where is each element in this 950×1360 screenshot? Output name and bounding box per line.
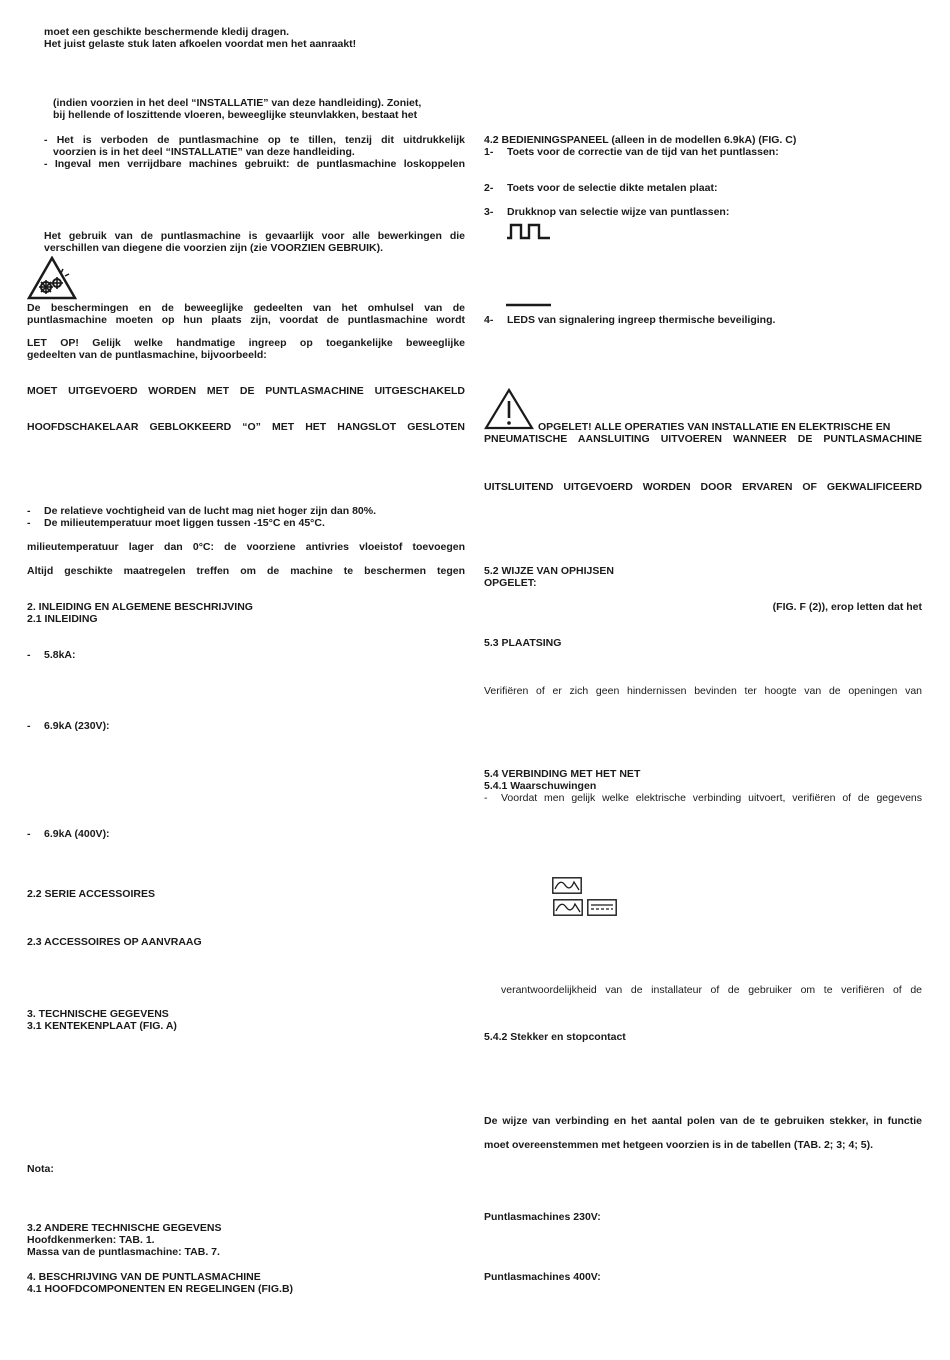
text-line: - Ingeval men verrijdbare machines gebruikt: de puntlasmachine loskoppelen (44, 158, 465, 170)
subsection-label: Puntlasmachines 400V: (484, 1271, 601, 1283)
text-line: Het juist gelaste stuk laten afkoelen voordat men het aanraakt! (44, 38, 357, 50)
warning-text: PNEUMATISCHE AANSLUITING UITVOEREN WANNEER DE PUNTLASMACHINE (484, 433, 922, 445)
section-heading: 4.1 HOOFDCOMPONENTEN EN REGELINGEN (FIG.B) (27, 1283, 294, 1295)
text-line: De relatieve vochtigheid van de lucht mag niet hoger zijn dan 80%. (44, 505, 376, 517)
text-line: Drukknop van selectie wijze van puntlassen: (507, 206, 730, 218)
text-line: Altijd geschikte maatregelen treffen om de machine te beschermen tegen (27, 565, 465, 577)
text-line: - Het is verboden de puntlasmachine op te tillen, tenzij dit uitdrukkelijk (44, 134, 465, 146)
text-line: HOOFDSCHAKELAAR GEBLOKKEERD “O” MET HET HANGSLOT GESLOTEN (27, 421, 465, 433)
bullet: - (27, 720, 31, 732)
text-line: moet overeenstemmen met hetgeen voorzien is in de tabellen (TAB. 2; 3; 4; 5). (484, 1139, 873, 1151)
item-number: 3- (484, 206, 494, 218)
text-line: De beschermingen en de beweeglijke gedeelten van het omhulsel van de (27, 302, 465, 314)
text-line: voorzien is in het deel “INSTALLATIE” van deze handleiding. (53, 146, 355, 158)
warning-triangle-icon (484, 388, 534, 430)
section-heading: 5.4 VERBINDING MET HET NET (484, 768, 641, 780)
gear-warning-icon (27, 256, 77, 300)
section-heading: 4.2 BEDIENINGSPANEEL (alleen in de modellen 6.9kA) (FIG. C) (484, 134, 797, 146)
text-line: Het gebruik van de puntlasmachine is gevaarlijk voor alle bewerkingen die (44, 230, 465, 242)
pulse-mode-icon (506, 222, 552, 240)
dc-supply-icon (587, 899, 617, 916)
text-line: De milieutemperatuur moet liggen tussen -15°C en 45°C. (44, 517, 325, 529)
bullet: - (27, 517, 31, 529)
section-heading: 3.1 KENTEKENPLAAT (FIG. A) (27, 1020, 177, 1032)
section-heading: 2.1 INLEIDING (27, 613, 98, 625)
section-heading: 5.4.2 Stekker en stopcontact (484, 1031, 626, 1043)
text-line: bij hellende of loszittende vloeren, beweeglijke steunvlakken, bestaat het (53, 109, 418, 121)
bullet: - (484, 792, 488, 804)
bullet: - (27, 649, 31, 661)
text-line: Voordat men gelijk welke elektrische verbinding uitvoert, verifiëren of de gegevens (501, 792, 922, 804)
bullet: - (27, 828, 31, 840)
section-heading: 3.2 ANDERE TECHNISCHE GEGEVENS (27, 1222, 222, 1234)
text-line: puntlasmachine moeten op hun plaats zijn, voordat de puntlasmachine wordt (27, 314, 465, 326)
item-number: 2- (484, 182, 494, 194)
subsection-label: Puntlasmachines 230V: (484, 1211, 601, 1223)
bullet: - (27, 505, 31, 517)
text-line: LET OP! Gelijk welke handmatige ingreep op toegankelijke beweeglijke (27, 337, 465, 349)
model-label: 5.8kA: (44, 649, 76, 661)
section-heading: 2.3 ACCESSOIRES OP AANVRAAG (27, 936, 202, 948)
text-line: MOET UITGEVOERD WORDEN MET DE PUNTLASMACHINE UITGESCHAKELD (27, 385, 465, 397)
continuous-mode-icon (506, 302, 552, 308)
text-line: OPGELET: (484, 577, 537, 589)
text-line: (FIG. F (2)), erop letten dat het (772, 601, 922, 613)
text-line: Toets voor de selectie dikte metalen plaat: (507, 182, 718, 194)
text-line: milieutemperatuur lager dan 0°C: de voorziene antivries vloeistof toevoegen (27, 541, 465, 553)
text-line: Toets voor de correctie van de tijd van het puntlassen: (507, 146, 779, 158)
ac-dc-supply-icon (553, 899, 583, 916)
text-line: moet een geschikte beschermende kledij dragen. (44, 26, 290, 38)
text-line: Massa van de puntlasmachine: TAB. 7. (27, 1246, 220, 1258)
section-heading: 5.3 PLAATSING (484, 637, 562, 649)
warning-text: OPGELET! ALLE OPERATIES VAN INSTALLATIE EN ELEKTRISCHE EN (538, 421, 891, 433)
text-line: gedeelten van de puntlasmachine, bijvoorbeeld: (27, 349, 267, 361)
text-line: verantwoordelijkheid van de installateur of de gebruiker om te verifiëren of de (501, 984, 922, 996)
section-heading: 3. TECHNISCHE GEGEVENS (27, 1008, 169, 1020)
text-line: Hoofdkenmerken: TAB. 1. (27, 1234, 155, 1246)
text-line: LEDS van signalering ingreep thermische beveiliging. (507, 314, 776, 326)
text-line: (indien voorzien in het deel “INSTALLATIE” van deze handleiding). Zoniet, (53, 97, 422, 109)
warning-text: UITSLUITEND UITGEVOERD WORDEN DOOR ERVAREN OF GEKWALIFICEERD (484, 481, 922, 493)
item-number: 4- (484, 314, 494, 326)
section-heading: 5.2 WIJZE VAN OPHIJSEN (484, 565, 614, 577)
model-label: 6.9kA (400V): (44, 828, 110, 840)
text-line: verschillen van diegene die voorzien zijn (zie VOORZIEN GEBRUIK). (44, 242, 383, 254)
model-label: 6.9kA (230V): (44, 720, 110, 732)
ac-supply-icon (552, 877, 582, 894)
section-heading: 2. INLEIDING EN ALGEMENE BESCHRIJVING (27, 601, 253, 613)
section-heading: 2.2 SERIE ACCESSOIRES (27, 888, 155, 900)
item-number: 1- (484, 146, 494, 158)
note-label: Nota: (27, 1163, 54, 1175)
text-line: Verifiëren of er zich geen hindernissen bevinden ter hoogte van de openingen van (484, 685, 922, 697)
section-heading: 5.4.1 Waarschuwingen (484, 780, 597, 792)
text-line: De wijze van verbinding en het aantal polen van de te gebruiken stekker, in functie (484, 1115, 922, 1127)
section-heading: 4. BESCHRIJVING VAN DE PUNTLASMACHINE (27, 1271, 261, 1283)
